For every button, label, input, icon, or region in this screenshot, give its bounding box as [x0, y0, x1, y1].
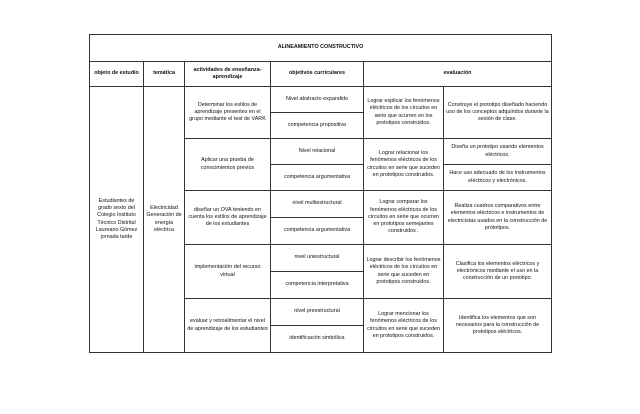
- tematica-cell: Electricidad Generación de energía eléctrica: [144, 87, 185, 353]
- eval2a-cell: Diseña un prototipo usando elementos eléctricos.: [444, 139, 552, 165]
- actividad-cell: Determinar los estilos de aprendizaje presentes en el grupo mediante el test de VARK: [185, 87, 271, 139]
- header-objeto: objeto de estudio: [90, 62, 144, 87]
- table-title: ALINEAMIENTO CONSTRUCTIVO: [90, 35, 552, 62]
- eval1-cell: Lograr relacionar los fenómenos eléctricos de los circuitos en serie que suceden en prototipos construidos.: [364, 139, 444, 191]
- competencia-cell: competencia argumentativa: [271, 218, 364, 245]
- nivel-cell: nivel multiestructural: [271, 191, 364, 218]
- nivel-cell: nivel preestructural: [271, 299, 364, 326]
- competencia-cell: competencia interpretativa: [271, 272, 364, 299]
- alineamiento-table: [89, 34, 552, 353]
- competencia-cell: competencia propositiva: [271, 113, 364, 139]
- header-objetivos: objetivos curriculares: [271, 62, 364, 87]
- header-tematica: temática: [144, 62, 185, 87]
- eval1-cell: Lograr describir los fenómenos eléctricos de los circuitos en serie que suceden en prototipos construidos.: [364, 245, 444, 299]
- actividad-cell: Aplicar una prueba de conocimientos previos: [185, 139, 271, 191]
- eval1-cell: Lograr explicar los fenómenos eléctricos de los circuitos en serie que ocurren en los prototipos construidos.: [364, 87, 444, 139]
- objeto-cell: Estudiantes de grado sexto del Colegio Instituto Técnico Distrital Laureano Gómez jornada tarde: [90, 87, 144, 353]
- eval2-cell: Clasifica los elementos eléctricos y electrónicos mediante el uso en la construcción de un prototipo.: [444, 245, 552, 299]
- eval2-cell: Construye el prototipo diseñado haciendo uso de los conceptos adquiridos durante la sesión de clase.: [444, 87, 552, 139]
- actividad-cell: diseñar un OVA teniendo en cuenta los estilos de aprendizaje de los estudiantes: [185, 191, 271, 245]
- nivel-cell: Nivel abstracto expandido: [271, 87, 364, 113]
- header-actividades: actividades de enseñanza-aprendizaje: [185, 62, 271, 87]
- nivel-cell: nivel uniestructural: [271, 245, 364, 272]
- eval2-cell: Identifica los elementos que son necesarios para la construcción de prototipos eléctricos.: [444, 299, 552, 353]
- eval2b-cell: Hace uso adecuado de los instrumentos eléctricos y electrónicos.: [444, 165, 552, 191]
- competencia-cell: identificación simbólica: [271, 326, 364, 353]
- competencia-cell: competencia argumentativa: [271, 165, 364, 191]
- eval2-cell: Realiza cuadros comparativos entre elementos eléctricos e instrumentos de electricistas usados en la construcción de prototipos.: [444, 191, 552, 245]
- eval1-cell: Lograr mencionar los fenómenos eléctricos de los circuitos en serie que suceden en prototipos construidos.: [364, 299, 444, 353]
- header-evaluacion: evaluación: [364, 62, 552, 87]
- eval1-cell: Lograr comparar los fenómenos eléctricos de los circuitos en serie que ocurren en prototipos semejantes construidos .: [364, 191, 444, 245]
- nivel-cell: Nivel relacional: [271, 139, 364, 165]
- actividad-cell: implementación del recurso virtual: [185, 245, 271, 299]
- actividad-cell: evaluar y retroalimentar el nivel de aprendizaje de los estudiantes: [185, 299, 271, 353]
